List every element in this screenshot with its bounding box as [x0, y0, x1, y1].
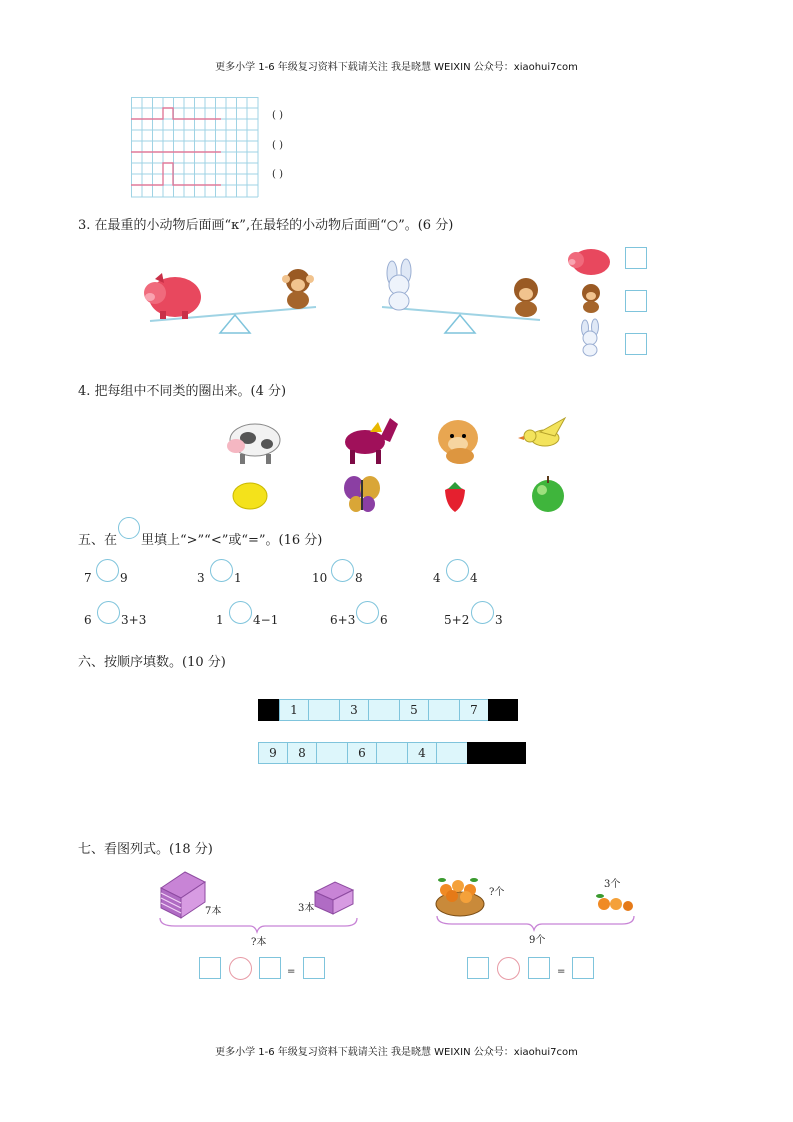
books-count-a: 7本: [205, 906, 222, 917]
cmp-left: 7: [84, 571, 92, 585]
eq-box-2[interactable]: [259, 957, 281, 979]
sequence-cell: 8: [287, 742, 317, 764]
fruit-total: 9个: [529, 935, 546, 946]
cmp-right: 4−1: [253, 613, 279, 627]
cmp-right: 9: [120, 571, 128, 585]
q3-title: 3. 在最重的小动物后面画“к”,在最轻的小动物后面画“○”。(6 分): [78, 218, 454, 233]
fruit-count-b: 3个: [604, 879, 621, 890]
cmp-left: 10: [312, 571, 328, 585]
blank-cell: [258, 699, 280, 721]
blank-cell: [467, 742, 497, 764]
cmp-circle-8[interactable]: [471, 601, 494, 624]
eq-box-6[interactable]: [572, 957, 594, 979]
q7-title: 七、看图列式。(18 分): [78, 842, 213, 857]
answer-box-rabbit[interactable]: [625, 333, 647, 355]
cmp-right: 4: [470, 571, 478, 585]
monkey-icon: [282, 269, 314, 309]
sequence-input[interactable]: [376, 742, 408, 764]
cmp-right: 6: [380, 613, 388, 627]
sequence-input[interactable]: [316, 742, 348, 764]
sequence-cell: 9: [258, 742, 288, 764]
butterfly-icon: [344, 476, 380, 512]
q5-title-before: 五、在: [78, 533, 118, 548]
animal-column: [566, 244, 616, 359]
seesaw-figure: [130, 245, 550, 345]
dog-icon: [438, 420, 478, 464]
blank-cell: [496, 742, 526, 764]
bird-icon: [518, 418, 565, 446]
q4-title: 4. 把每组中不同类的圈出来。(4 分): [78, 384, 287, 399]
sequence-row-2: [258, 742, 525, 764]
books-total: ?本: [251, 937, 267, 948]
cow-icon: [227, 424, 280, 464]
pig-icon: [144, 273, 201, 319]
cmp-circle-3[interactable]: [331, 559, 354, 582]
lemon-icon: [233, 483, 267, 509]
equals-sign: =: [287, 966, 296, 977]
blank-cell: [488, 699, 518, 721]
strawberry-icon: [445, 482, 465, 512]
eq-box-4[interactable]: [467, 957, 489, 979]
horse-icon: [345, 418, 398, 464]
op-circle-1[interactable]: [229, 957, 252, 980]
cmp-circle-1[interactable]: [96, 559, 119, 582]
books-icon: [315, 882, 353, 914]
q6-title: 六、按顺序填数。(10 分): [78, 655, 226, 670]
rabbit-icon: [387, 259, 411, 310]
sequence-cell: 6: [347, 742, 377, 764]
basket-icon: [436, 878, 484, 916]
sequence-row-1: [258, 699, 517, 721]
q5-title-circle: [118, 517, 140, 539]
page-header: 更多小学 1-6 年级复习资料下载请关注 我是晓慧 WEIXIN 公众号：xiaohui7com: [215, 62, 578, 73]
cmp-left: 4: [433, 571, 441, 585]
sequence-input[interactable]: [436, 742, 468, 764]
eq-box-1[interactable]: [199, 957, 221, 979]
cmp-left: 6: [84, 613, 92, 627]
cmp-right: 8: [355, 571, 363, 585]
answer-box-monkey[interactable]: [625, 290, 647, 312]
cmp-right: 3+3: [121, 613, 147, 627]
eq-box-5[interactable]: [528, 957, 550, 979]
op-circle-2[interactable]: [497, 957, 520, 980]
sequence-cell: 1: [279, 699, 309, 721]
q4-pictures: [220, 410, 580, 520]
sequence-cell: 3: [339, 699, 369, 721]
books-icon: [161, 872, 205, 918]
cmp-circle-5[interactable]: [97, 601, 120, 624]
page-footer: 更多小学 1-6 年级复习资料下载请关注 我是晓慧 WEIXIN 公众号：xiaohui7com: [215, 1047, 578, 1058]
pig-icon: [568, 249, 610, 275]
sequence-input[interactable]: [308, 699, 340, 721]
cmp-left: 3: [197, 571, 205, 585]
rabbit-icon: [582, 319, 599, 356]
sequence-cell: 7: [459, 699, 489, 721]
grid-answer-3[interactable]: ( ): [272, 169, 283, 180]
grid-figure: [131, 97, 259, 198]
cmp-right: 1: [234, 571, 242, 585]
grid-answer-1[interactable]: ( ): [272, 110, 283, 121]
eq-box-3[interactable]: [303, 957, 325, 979]
fruit-icon: [596, 894, 633, 911]
cmp-left: 6+3: [330, 613, 356, 627]
cmp-circle-6[interactable]: [229, 601, 252, 624]
q5-title-after: 里填上“>”“<”或“=”。(16 分): [141, 533, 323, 548]
monkey-icon: [514, 278, 538, 317]
cmp-circle-2[interactable]: [210, 559, 233, 582]
apple-icon: [532, 476, 564, 512]
grid-answer-2[interactable]: ( ): [272, 140, 283, 151]
sequence-cell: 4: [407, 742, 437, 764]
cmp-circle-4[interactable]: [446, 559, 469, 582]
equals-sign: =: [557, 966, 566, 977]
sequence-cell: 5: [399, 699, 429, 721]
monkey-icon: [582, 284, 600, 313]
sequence-input[interactable]: [428, 699, 460, 721]
answer-box-pig[interactable]: [625, 247, 647, 269]
cmp-circle-7[interactable]: [356, 601, 379, 624]
books-count-b: 3本: [298, 903, 315, 914]
cmp-left: 1: [216, 613, 224, 627]
cmp-right: 3: [495, 613, 503, 627]
cmp-left: 5+2: [444, 613, 470, 627]
sequence-input[interactable]: [368, 699, 400, 721]
fruit-unknown: ?个: [489, 887, 505, 898]
